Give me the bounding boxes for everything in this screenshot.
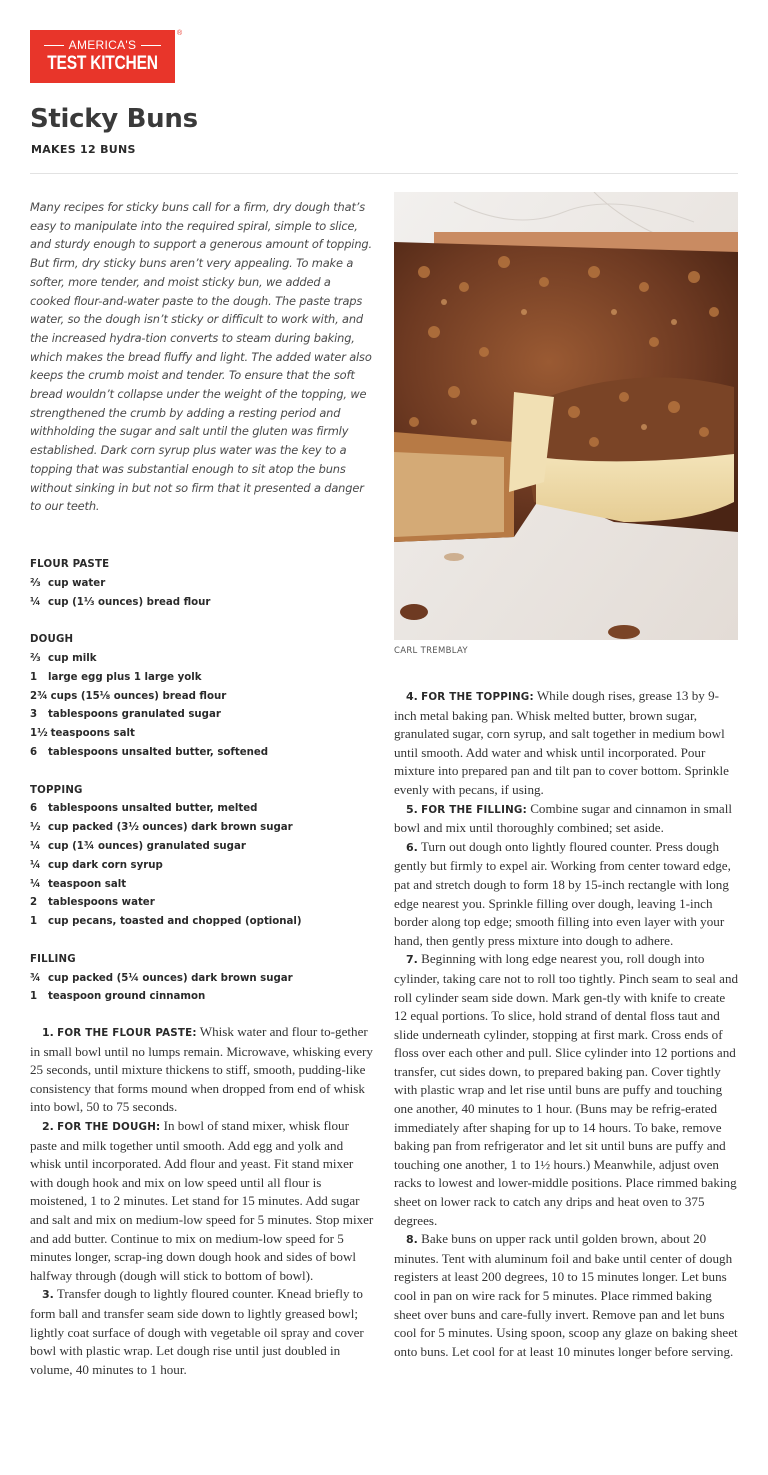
logo-top-line <box>30 38 175 52</box>
ingredient-item <box>30 819 370 838</box>
step-number: 8. <box>406 1233 418 1247</box>
ingredient-item <box>30 744 370 763</box>
ingredient-heading: FILLING <box>30 953 76 965</box>
ingredient-item <box>30 669 370 688</box>
ingredient-qty: ¼ <box>30 878 41 890</box>
step-4 <box>394 687 740 800</box>
ingredient-item <box>30 706 370 725</box>
step-label: FOR THE DOUGH: <box>57 1120 161 1133</box>
ingredient-text: tablespoons water <box>48 897 155 909</box>
step-7 <box>394 950 740 1230</box>
step-number: 5. <box>406 802 418 816</box>
ingredient-text: cup packed (5¼ ounces) dark brown sugar <box>48 972 293 984</box>
ingredient-text: cups (15⅛ ounces) bread flour <box>50 690 227 702</box>
step-text: In bowl of stand mixer, whisk flour paste and milk together until smooth. Add egg and yolk and whisk until incorporated. Add flour and yeast. Fit stand mixer with dough hook and mix on low speed until all flour is moistened, 1 to 2 minutes. Let stand for 15 minutes. Add sugar and salt and mix on medium-low speed for 5 minutes. Stop mixer and add butter. Continue to mix on medium-low speed for 5 minutes longer, scrap-ing down dough hook and sides of bowl halfway through (dough will stick to bottom of bowl). <box>30 1117 374 1283</box>
step-text: Whisk water and flour to-gether in small bowl until no lumps remain. Microwave, whisking every 25 seconds, until mixture thickens to stiff, smooth, pudding-like consistency that forms mound when dropped from end of whisk into bowl, 50 to 75 seconds. <box>30 1024 373 1115</box>
ingredient-text: cup water <box>48 577 106 589</box>
ingredient-section-topping <box>30 782 370 932</box>
step-label: FOR THE TOPPING: <box>421 691 534 703</box>
ingredient-heading: FLOUR PASTE <box>30 559 110 570</box>
ingredient-item <box>30 725 370 744</box>
step-label: FOR THE FLOUR PASTE: <box>57 1027 197 1039</box>
ingredient-section-dough <box>30 631 370 763</box>
steps-column-right <box>394 687 740 1361</box>
ingredient-text: cup pecans, toasted and chopped (optional) <box>48 916 302 928</box>
step-number: 6. <box>406 840 418 854</box>
ingredient-qty: ⅔ <box>30 577 41 589</box>
ingredient-item <box>30 575 370 594</box>
ingredient-item <box>30 988 370 1007</box>
ingredient-item <box>30 594 370 613</box>
ingredient-qty: 6 <box>30 803 38 815</box>
americas-test-kitchen-logo <box>30 30 175 83</box>
ingredient-text: teaspoon salt <box>48 878 127 890</box>
ingredient-text: tablespoons unsalted butter, softened <box>48 746 269 758</box>
ingredient-text: large egg plus 1 large yolk <box>48 671 202 683</box>
step-text: Transfer dough to lightly floured counter. Knead briefly to form ball and transfer seam side down to lightly greased bowl; lightly coat surface of dough with vegetable oil spray and cover bowl with plastic wrap. Let dough rise until just doubled in volume, 40 minutes to 1 hour. <box>30 1286 364 1377</box>
ingredient-item <box>30 894 370 913</box>
ingredient-qty: 1 <box>30 916 38 928</box>
steps-column-left <box>30 1023 375 1379</box>
registered-mark: ® <box>177 30 183 37</box>
ingredient-qty: ½ <box>30 822 41 834</box>
photo-credit: CARL TREMBLAY <box>394 646 468 656</box>
ingredient-text: cup packed (3½ ounces) dark brown sugar <box>48 822 293 834</box>
ingredient-item <box>30 650 370 669</box>
ingredient-qty: 1 <box>30 671 38 683</box>
ingredient-item <box>30 970 370 989</box>
ingredient-qty: 1½ <box>30 728 48 740</box>
ingredient-item <box>30 913 370 932</box>
ingredient-qty: 2¾ <box>30 690 48 702</box>
step-text: Turn out dough onto lightly floured counter. Press dough gently but firmly to expel air. Working from center toward edge, pat and stretch dough to form 18 by 15-inch rectangle with long edge nearest you. Sprinkle filling over dough, leaving 1-inch border along top edge; smooth filling into even layer with your hand, then gently press mixture into dough to adhere. <box>394 838 731 948</box>
step-6 <box>394 838 740 951</box>
ingredient-section-flour-paste <box>30 556 370 612</box>
ingredient-item <box>30 838 370 857</box>
step-number: 3. <box>42 1288 54 1302</box>
ingredient-qty: ⅔ <box>30 652 41 664</box>
step-text: While dough rises, grease 13 by 9-inch metal baking pan. Whisk melted butter, brown sugar, granulated sugar, corn syrup, and salt together in medium bowl until smooth. Add water and whisk until incorporated. Pour mixture into prepared pan and tilt pan to cover bottom. Sprinkle evenly with pecans, if using. <box>394 688 729 797</box>
logo-dash-right <box>141 45 161 46</box>
sticky-buns-photo <box>394 192 738 640</box>
step-2 <box>30 1117 375 1285</box>
ingredient-qty: ¾ <box>30 972 41 984</box>
ingredient-text: tablespoons unsalted butter, melted <box>48 803 258 815</box>
step-5 <box>394 800 740 838</box>
ingredient-qty: ¼ <box>30 859 41 871</box>
step-label: FOR THE FILLING: <box>421 803 527 816</box>
step-text: Bake buns on upper rack until golden brown, about 20 minutes. Tent with aluminum foil and bake until center of dough registers at least 200 degrees, 10 to 15 minutes longer. Let buns cool in pan on wire rack for 5 minutes. Place rimmed baking sheet over buns and care-fully invert. Remove pan and let buns cool for 5 minutes. Using spoon, scoop any glaze on baking sheet onto buns. Let cool for at least 10 minutes longer before serving. <box>394 1231 738 1359</box>
ingredient-heading: TOPPING <box>30 784 83 796</box>
ingredient-heading: DOUGH <box>30 634 74 646</box>
ingredient-item <box>30 857 370 876</box>
header-divider <box>30 173 738 174</box>
ingredient-item <box>30 688 370 707</box>
step-number: 2. <box>42 1119 54 1133</box>
recipe-yield: MAKES 12 BUNS <box>31 143 136 156</box>
step-8 <box>394 1230 740 1361</box>
ingredient-qty: 2 <box>30 897 38 909</box>
step-text: Combine sugar and cinnamon in small bowl and mix until thoroughly combined; set aside. <box>394 800 733 836</box>
step-number: 4. <box>406 690 418 703</box>
ingredient-qty: ¼ <box>30 840 41 852</box>
ingredient-text: cup milk <box>48 652 97 664</box>
step-number: 7. <box>406 953 418 967</box>
logo-top-text: AMERICA'S <box>68 38 137 52</box>
ingredient-text: teaspoons salt <box>50 728 135 740</box>
ingredient-qty: 6 <box>30 746 38 758</box>
ingredient-qty: 1 <box>30 991 38 1003</box>
step-3 <box>30 1285 375 1379</box>
recipe-intro: Many recipes for sticky buns call for a firm, dry dough that’s easy to manipulate into the required spiral, simple to slice, and sturdy enough to support a generous amount of topping. But firm, dry sticky buns aren’t very appealing. To make a softer, more tender, and moist sticky bun, we added a cooked flour-and-water paste to the dough. The paste traps water, so the dough isn’t sticky or difficult to work with, and the increased hydra-tion converts to steam during baking, which makes the bread fluffy and light. The added water also keeps the crumb moist and tender. To ensure that the soft bread wouldn’t collapse under the weight of the topping, we strengthened the crumb by adding a resting period and withholding the sugar and salt until the gluten was firmly established. Dark corn syrup plus water was the key to a topping that was substantial enough to sit atop the buns without sinking in but not so firm that it presented a danger to our teeth. <box>30 200 372 514</box>
logo-bottom-text: TEST KITCHEN <box>47 53 158 74</box>
step-number: 1. <box>42 1026 54 1039</box>
ingredient-qty: 3 <box>30 709 38 721</box>
recipe-title: Sticky Buns <box>30 104 198 134</box>
ingredient-text: cup dark corn syrup <box>48 859 163 871</box>
photo-illustration <box>394 192 738 640</box>
ingredient-item <box>30 876 370 895</box>
ingredient-text: cup (1⅓ ounces) bread flour <box>48 596 211 608</box>
ingredient-section-filling <box>30 951 370 1007</box>
step-1 <box>30 1023 375 1117</box>
ingredient-item <box>30 800 370 819</box>
logo-dash-left <box>44 45 64 46</box>
ingredient-text: teaspoon ground cinnamon <box>48 991 206 1003</box>
ingredient-text: cup (1¾ ounces) granulated sugar <box>48 840 246 852</box>
step-text: Beginning with long edge nearest you, roll dough into cylinder, taking care not to roll too tightly. Pinch seam to seal and roll cylinder seam side down. Mark gen-tly with knife to create 12 equal portions. To slice, hold strand of dental floss taut and slide underneath cylinder, stopping at first mark. Cross ends of floss over each other and pull. Slice cylinder into 12 portions and transfer, cut sides down, to prepared baking pan. Cover tightly with plastic wrap and let rise until buns are puffy and touching one another, 40 minutes to 1 hour. (Buns may be refrig-erated immediately after shaping for up to 14 hours. To bake, remove baking pan from refrigerator and let sit until buns are puffy and touching one another, 1 to 1½ hours.) Meanwhile, adjust oven racks to lowest and lower-middle positions. Place rimmed baking sheet on lower rack to catch any drips and heat oven to 375 degrees. <box>394 951 739 1228</box>
ingredient-text: tablespoons granulated sugar <box>48 709 221 721</box>
ingredients-list <box>30 556 370 1026</box>
ingredient-qty: ¼ <box>30 596 41 608</box>
